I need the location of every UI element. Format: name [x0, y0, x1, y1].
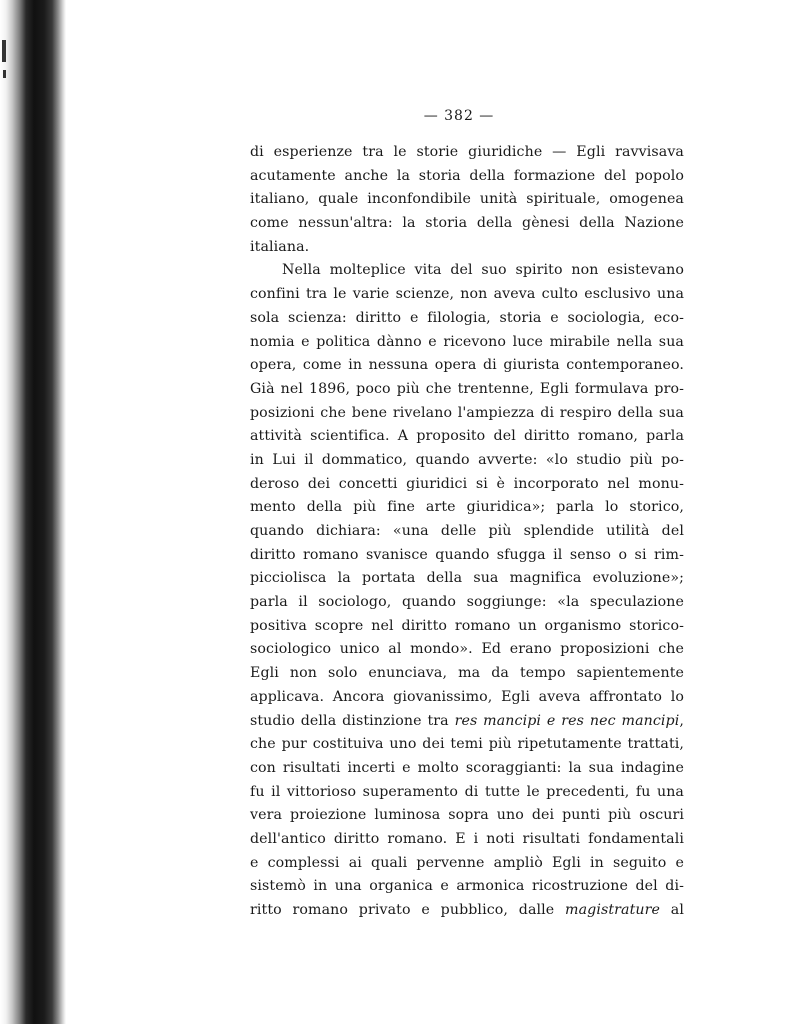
text-line: sistemò in una organica e armonica ricostruzione del di-	[250, 878, 684, 895]
text-line	[250, 710, 684, 734]
italic-term: magistrature	[565, 902, 661, 918]
text-segment: ,	[679, 712, 685, 729]
text-segment: al	[660, 902, 684, 918]
text-line: confini tra le varie scienze, non aveva culto esclusivo una	[250, 286, 684, 303]
text-line: opera, come in nessuna opera di giurista contemporaneo.	[250, 357, 684, 374]
text-line: sociologico unico al mondo». Ed erano proposizioni che	[250, 641, 684, 658]
text-line: posizioni che bene rivelano l'ampiezza di respiro della sua	[250, 404, 684, 421]
text-line: con risultati incerti e molto scoraggianti: la sua indagine	[250, 759, 684, 776]
text-line: italiano, quale inconfondibile unità spirituale, omogenea	[250, 191, 684, 208]
text-line: e complessi ai quali pervenne ampliò Egli in seguito e	[250, 854, 684, 871]
text-line: nomia e politica dànno e ricevono luce mirabile nella sua	[250, 333, 684, 350]
text-line: parla il sociologo, quando soggiunge: «la speculazione	[250, 594, 684, 611]
text-line: Nella molteplice vita del suo spirito non esistevano	[282, 262, 684, 279]
text-line	[250, 899, 684, 923]
text-segment: ritto romano privato e pubblico, dalle	[250, 902, 566, 918]
text-line: in Lui il dommatico, quando avverte: «lo studio più po-	[250, 451, 684, 468]
text-line: applicava. Ancora giovanissimo, Egli aveva affrontato lo	[250, 688, 684, 705]
text-line: positiva scopre nel diritto romano un organismo storico-	[250, 617, 684, 634]
text-line: deroso dei concetti giuridici si è incorporato nel monu-	[250, 475, 684, 492]
text-line: Già nel 1896, poco più che trentenne, Egli formulava pro-	[250, 380, 684, 397]
binding-mark	[3, 70, 6, 78]
scanned-binding-edge	[0, 0, 66, 1024]
text-line: quando dichiara: «una delle più splendide utilità del	[250, 523, 684, 539]
text-line: italiana.	[250, 238, 310, 255]
text-line: picciolisca la portata della sua magnifica evoluzione»;	[250, 570, 684, 587]
binding-mark	[2, 40, 6, 62]
text-line: diritto romano svanisce quando sfugga il senso o si rim-	[250, 546, 684, 563]
text-segment: studio della distinzione tra	[250, 712, 455, 729]
text-line: dell'antico diritto romano. E i noti risultati fondamentali	[250, 830, 684, 847]
text-line: acutamente anche la storia della formazione del popolo	[250, 167, 684, 184]
text-line: mento della più fine arte giuridica»; parla lo storico,	[250, 499, 684, 516]
text-line: sola scienza: diritto e filologia, storia e sociologia, eco-	[250, 309, 684, 326]
text-line: come nessun'altra: la storia della gènesi della Nazione	[250, 215, 684, 232]
body-text	[250, 141, 684, 923]
text-line: fu il vittorioso superamento di tutte le precedenti, fu una	[250, 783, 684, 800]
italic-term: res mancipi e res nec mancipi	[454, 712, 680, 729]
text-line: di esperienze tra le storie giuridiche — Egli ravvisava	[250, 144, 684, 160]
text-line: attività scientifica. A proposito del diritto romano, parla	[250, 428, 684, 445]
page-number: — 382 —	[423, 108, 495, 124]
text-line: che pur costituiva uno dei temi più ripetutamente trattati,	[250, 736, 684, 753]
text-line: vera proiezione luminosa sopra uno dei punti più oscuri	[250, 807, 684, 824]
text-line: Egli non solo enunciava, ma da tempo sapientemente	[250, 665, 684, 682]
